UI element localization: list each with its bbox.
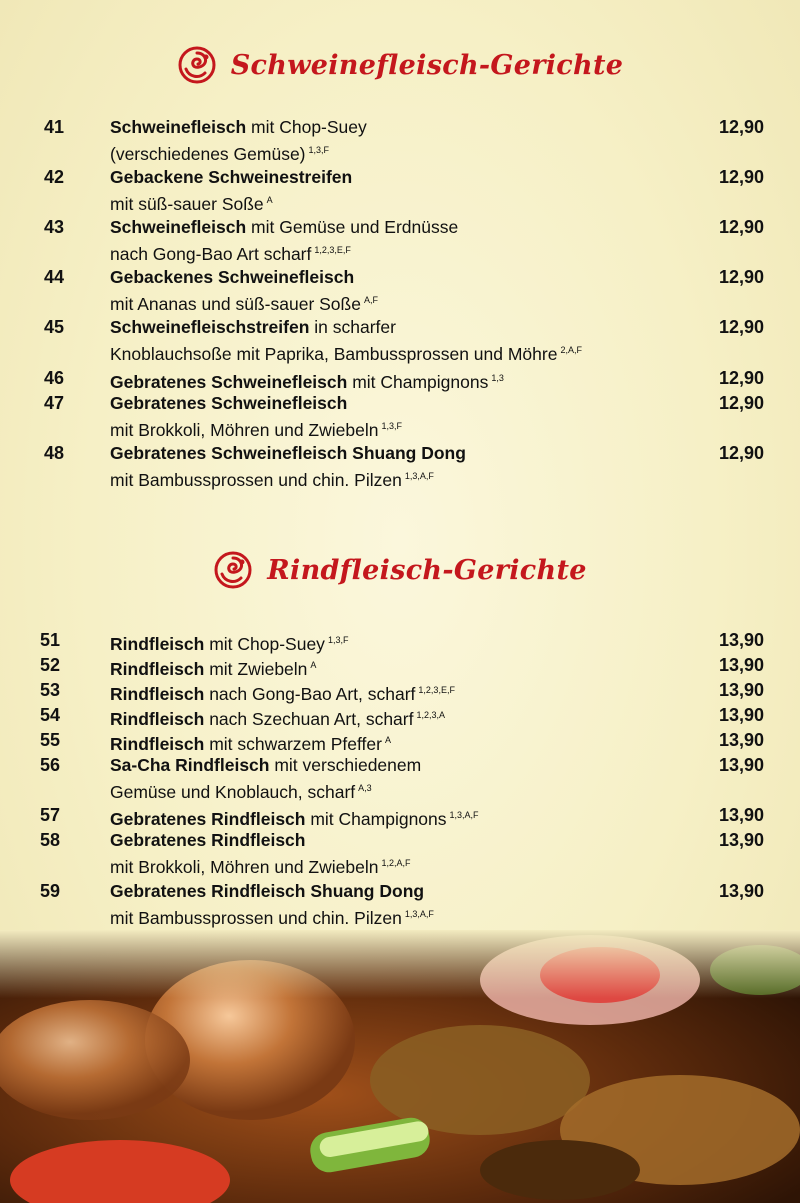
- item-description: [110, 754, 700, 804]
- item-price: 13,90: [718, 705, 764, 725]
- item-line2: mit Brokkoli, Möhren und Zwiebeln: [110, 420, 379, 440]
- item-name-rest: mit Chop-Suey: [246, 117, 367, 137]
- allergen-codes: 1,3,F: [327, 635, 349, 645]
- item-price: 13,90: [718, 655, 764, 675]
- item-number: 57: [40, 805, 61, 825]
- item-name: Schweinefleischstreifen: [110, 317, 310, 337]
- item-price: 12,90: [718, 167, 764, 187]
- section-title-text: Schweinefleisch-Gerichte: [230, 49, 624, 81]
- item-price: 12,90: [718, 393, 764, 413]
- allergen-codes: A: [266, 195, 273, 205]
- allergen-codes: 1,3: [491, 373, 504, 383]
- item-name: Rindfleisch: [110, 709, 205, 729]
- item-price: 12,90: [718, 267, 764, 287]
- allergen-codes: 2,A,F: [560, 345, 582, 355]
- item-number: 45: [44, 317, 65, 337]
- item-name: Sa-Cha Rindfleisch: [110, 755, 270, 775]
- allergen-codes: A: [310, 660, 317, 670]
- item-description: [110, 704, 700, 731]
- item-number: 55: [40, 730, 61, 750]
- item-name: Gebratenes Rindfleisch: [110, 809, 306, 829]
- item-line2: Gemüse und Knoblauch, scharf: [110, 782, 356, 802]
- item-name-rest: mit Gemüse und Erdnüsse: [246, 217, 459, 237]
- item-number: 52: [40, 655, 61, 675]
- item-line2: (verschiedenes Gemüse): [110, 144, 306, 164]
- item-line2: mit Ananas und süß-sauer Soße: [110, 294, 361, 314]
- item-name-rest: nach Gong-Bao Art, scharf: [204, 684, 416, 704]
- item-description: [110, 166, 700, 216]
- item-price: 13,90: [718, 881, 764, 901]
- item-description: [110, 654, 700, 681]
- item-price: 12,90: [718, 117, 764, 137]
- allergen-codes: 1,2,3,E,F: [314, 245, 351, 255]
- item-name-rest: in scharfer: [309, 317, 396, 337]
- section-title-beef: [0, 550, 800, 590]
- allergen-codes: 1,2,A,F: [381, 858, 411, 868]
- item-description: [110, 442, 700, 492]
- item-number: 44: [44, 267, 65, 287]
- allergen-codes: 1,3,F: [381, 421, 402, 431]
- item-name: Gebratenes Schweinefleisch: [110, 393, 348, 413]
- item-price: 12,90: [718, 217, 764, 237]
- item-name: Rindfleisch: [110, 684, 205, 704]
- item-name-rest: mit Champignons: [347, 372, 489, 392]
- item-price: 13,90: [718, 755, 764, 775]
- item-number: 46: [44, 368, 65, 388]
- item-description: [110, 216, 700, 266]
- item-number: 54: [40, 705, 61, 725]
- item-number: 42: [44, 167, 65, 187]
- item-name-rest: nach Szechuan Art, scharf: [204, 709, 414, 729]
- item-description: [110, 266, 700, 316]
- item-number: 53: [40, 680, 61, 700]
- item-description: [110, 829, 700, 879]
- item-price: 13,90: [718, 805, 764, 825]
- item-number: 56: [40, 755, 61, 775]
- item-name: Gebratenes Rindfleisch Shuang Dong: [110, 881, 425, 901]
- item-price: 12,90: [718, 443, 764, 463]
- allergen-codes: 1,3,F: [308, 145, 330, 155]
- item-line2: Knoblauchsoße mit Paprika, Bambussprossen und Möhre: [110, 344, 558, 364]
- item-description: [110, 367, 700, 394]
- item-name-rest: mit schwarzem Pfeffer: [204, 734, 382, 754]
- item-line2: mit Bambussprossen und chin. Pilzen: [110, 470, 402, 490]
- item-name: Gebackenes Schweinefleisch: [110, 267, 355, 287]
- item-name: Gebratenes Rindfleisch: [110, 830, 306, 850]
- item-description: [110, 392, 700, 442]
- section-title-pork: [0, 45, 800, 85]
- food-photo: [0, 930, 800, 1203]
- allergen-codes: A: [384, 735, 391, 745]
- item-line2: mit süß-sauer Soße: [110, 194, 264, 214]
- item-name: Rindfleisch: [110, 659, 205, 679]
- item-name-rest: mit verschiedenem: [269, 755, 422, 775]
- item-number: 51: [40, 630, 61, 650]
- item-number: 48: [44, 443, 65, 463]
- allergen-codes: 1,3,A,F: [404, 471, 434, 481]
- item-price: 13,90: [718, 830, 764, 850]
- item-line2: nach Gong-Bao Art scharf: [110, 244, 312, 264]
- item-number: 41: [44, 117, 65, 137]
- item-price: 12,90: [718, 368, 764, 388]
- allergen-codes: A,3: [358, 783, 372, 793]
- item-description: [110, 880, 700, 930]
- item-line2: mit Bambussprossen und chin. Pilzen: [110, 908, 402, 928]
- item-number: 58: [40, 830, 61, 850]
- item-description: [110, 316, 730, 366]
- item-name-rest: mit Champignons: [305, 809, 447, 829]
- red-swirl-ornament-icon: [177, 45, 217, 85]
- item-description: [110, 804, 700, 831]
- item-description: [110, 679, 700, 706]
- item-number: 59: [40, 881, 61, 901]
- item-line2: mit Brokkoli, Möhren und Zwiebeln: [110, 857, 379, 877]
- item-name: Schweinefleisch: [110, 117, 247, 137]
- item-price: 12,90: [718, 317, 764, 337]
- allergen-codes: 1,3,A,F: [404, 909, 434, 919]
- item-number: 47: [44, 393, 65, 413]
- item-description: [110, 629, 700, 656]
- item-name: Rindfleisch: [110, 734, 205, 754]
- item-description: [110, 729, 700, 756]
- item-name-rest: mit Zwiebeln: [204, 659, 308, 679]
- item-name: Schweinefleisch: [110, 217, 247, 237]
- item-name: Gebackene Schweinestreifen: [110, 167, 353, 187]
- item-price: 13,90: [718, 630, 764, 650]
- red-swirl-ornament-icon: [213, 550, 253, 590]
- item-name: Gebratenes Schweinefleisch Shuang Dong: [110, 443, 466, 463]
- item-price: 13,90: [718, 680, 764, 700]
- allergen-codes: 1,2,3,A: [416, 710, 446, 720]
- item-description: [110, 116, 700, 166]
- item-price: 13,90: [718, 730, 764, 750]
- section-title-text: Rindfleisch-Gerichte: [267, 554, 587, 586]
- allergen-codes: 1,3,A,F: [449, 810, 479, 820]
- item-number: 43: [44, 217, 65, 237]
- allergen-codes: A,F: [363, 295, 378, 305]
- item-name: Gebratenes Schweinefleisch: [110, 372, 348, 392]
- allergen-codes: 1,2,3,E,F: [418, 685, 455, 695]
- item-name-rest: mit Chop-Suey: [204, 634, 325, 654]
- item-name: Rindfleisch: [110, 634, 205, 654]
